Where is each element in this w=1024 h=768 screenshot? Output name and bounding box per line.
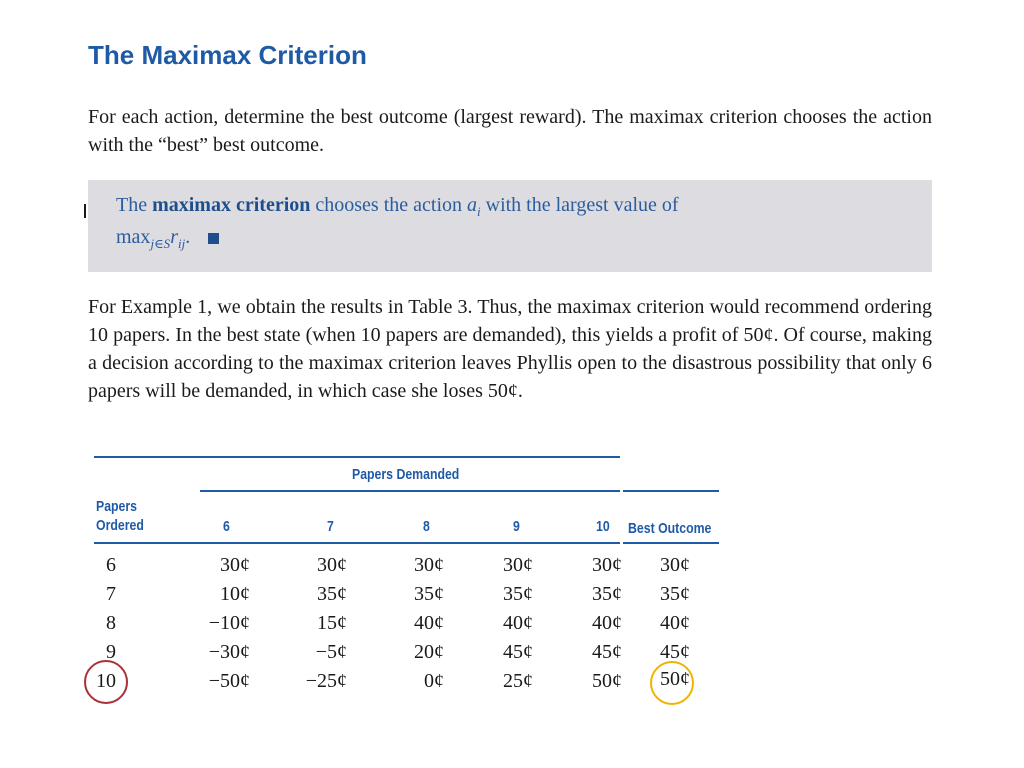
- best-outcome-cell: 35¢: [660, 583, 690, 605]
- definition-prefix: The: [116, 194, 153, 216]
- table-cell: 15¢: [317, 612, 347, 634]
- papers-demanded-header: Papers Demanded: [352, 466, 460, 483]
- intro-paragraph: For each action, determine the best outcome (largest reward). The maximax criterion chooses the action with the “best” best outcome.: [88, 106, 932, 156]
- table-cell: 45¢: [503, 641, 533, 663]
- definition-suffix: with the largest value of: [480, 194, 679, 216]
- table-cell: 50¢: [592, 670, 622, 692]
- row-label-8: 8: [106, 612, 116, 634]
- highlight-circle-yellow: [650, 661, 694, 705]
- best-outcome-cell: 30¢: [660, 554, 690, 576]
- table-cell: 30¢: [317, 554, 347, 576]
- table-cell: 40¢: [414, 612, 444, 634]
- formula-max: max: [116, 226, 151, 248]
- table-cell: 25¢: [503, 670, 533, 692]
- table-cell: 40¢: [503, 612, 533, 634]
- best-outcome-header-rule: [623, 542, 719, 544]
- formula-r-subscript: ij: [177, 236, 186, 251]
- example-paragraph: For Example 1, we obtain the results in Table 3. Thus, the maximax criterion would recommend ordering 10 papers. In the best state (when 10 papers are demanded), this yields a profit of 50¢. Of course, making a decision according to the maximax criterion leaves Phyllis open to the disastrous possibility that only 6 papers will be demanded, in which case she loses 50¢.: [88, 296, 932, 402]
- row-label-6: 6: [106, 554, 116, 576]
- table-cell: 20¢: [414, 641, 444, 663]
- best-outcome-cell: 50¢: [660, 668, 690, 690]
- papers-ordered-header-line2: Ordered: [96, 517, 144, 534]
- group-header-rule: [200, 490, 620, 492]
- table-cell: 30¢: [503, 554, 533, 576]
- table-cell: 35¢: [592, 583, 622, 605]
- table-cell: 40¢: [592, 612, 622, 634]
- table-cell: 30¢: [592, 554, 622, 576]
- table-cell: 0¢: [424, 670, 444, 692]
- action-variable: a: [467, 194, 477, 216]
- formula-end: .: [185, 226, 191, 248]
- papers-ordered-header-line1: Papers: [96, 498, 138, 515]
- column-header-6: 6: [223, 518, 230, 535]
- row-label-7: 7: [106, 583, 116, 605]
- best-outcome-header: Best Outcome: [628, 520, 712, 537]
- table-cell: −5¢: [315, 641, 347, 663]
- action-subscript: i: [477, 204, 481, 219]
- column-header-7: 7: [327, 518, 334, 535]
- row-label-9: 9: [106, 641, 116, 663]
- table-top-rule: [94, 456, 620, 458]
- row-label-10: 10: [96, 670, 116, 692]
- table-cell: 10¢: [220, 583, 250, 605]
- column-header-8: 8: [423, 518, 430, 535]
- table-cell: −10¢: [208, 612, 250, 634]
- table-cell: 35¢: [503, 583, 533, 605]
- table-cell: 35¢: [414, 583, 444, 605]
- table-cell: 30¢: [414, 554, 444, 576]
- table-cell: −30¢: [208, 641, 250, 663]
- table-cell: −50¢: [208, 670, 250, 692]
- best-outcome-cell: 40¢: [660, 612, 690, 634]
- best-outcome-top-rule: [623, 490, 719, 492]
- column-header-10: 10: [596, 518, 610, 535]
- formula-subscript: j∈S: [150, 236, 171, 251]
- table-cell: 35¢: [317, 583, 347, 605]
- table-cell: 30¢: [220, 554, 250, 576]
- header-bottom-rule: [94, 542, 620, 544]
- formula-r: r: [170, 226, 178, 248]
- column-header-9: 9: [513, 518, 520, 535]
- table-cell: −25¢: [305, 670, 347, 692]
- section-title: The Maximax Criterion: [88, 40, 367, 70]
- definition-middle: chooses the action: [310, 194, 467, 216]
- best-outcome-cell: 45¢: [660, 641, 690, 663]
- highlight-circle-red: [84, 660, 128, 704]
- table-cell: 45¢: [592, 641, 622, 663]
- definition-term: maximax criterion: [152, 194, 311, 216]
